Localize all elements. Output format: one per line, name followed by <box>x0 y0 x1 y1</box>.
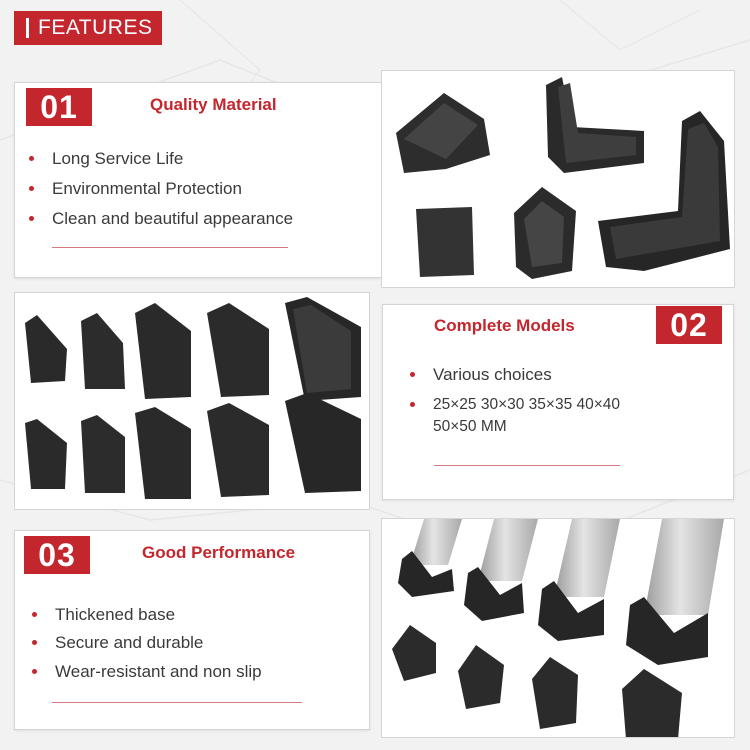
section-03-divider <box>52 702 302 703</box>
section-03-number: 03 <box>24 536 90 574</box>
list-item: Environmental Protection <box>27 178 293 199</box>
list-item: 25×25 30×30 35×35 40×40 50×50 MM <box>408 394 648 437</box>
section-02-photo <box>14 292 370 510</box>
list-item: Clean and beautiful appearance <box>27 208 293 229</box>
corner-caps-photo <box>382 71 735 288</box>
features-header <box>14 11 162 45</box>
bullet-dot-icon <box>410 372 415 377</box>
bullet-dot-icon <box>32 669 37 674</box>
list-item: Various choices <box>408 364 648 385</box>
section-01-number: 01 <box>26 88 92 126</box>
section-01-photo <box>381 70 735 288</box>
bullet-dot-icon <box>29 186 34 191</box>
section-01-title: Quality Material <box>150 95 277 114</box>
bullet-dot-icon <box>29 156 34 161</box>
section-03-photo <box>381 518 735 738</box>
section-02-divider <box>434 465 620 466</box>
size-range-photo <box>15 293 370 510</box>
section-02-title: Complete Models <box>434 316 575 335</box>
section-01-divider <box>52 247 288 248</box>
list-item: Wear-resistant and non slip <box>30 661 262 682</box>
list-item: Long Service Life <box>27 148 293 169</box>
list-item: Thickened base <box>30 604 262 625</box>
section-01-bullets <box>27 148 293 229</box>
bullet-dot-icon <box>29 216 34 221</box>
section-02-number: 02 <box>656 306 722 344</box>
list-item: Secure and durable <box>30 632 262 653</box>
section-03-title: Good Performance <box>142 543 296 562</box>
section-03-bullets <box>30 604 262 682</box>
bullet-dot-icon <box>32 612 37 617</box>
features-label: FEATURES <box>38 16 153 39</box>
tube-fitting-photo <box>382 519 735 738</box>
bullet-dot-icon <box>32 640 37 645</box>
section-02-bullets <box>408 364 648 438</box>
bullet-dot-icon <box>410 402 415 407</box>
header-bar-icon <box>26 18 29 38</box>
